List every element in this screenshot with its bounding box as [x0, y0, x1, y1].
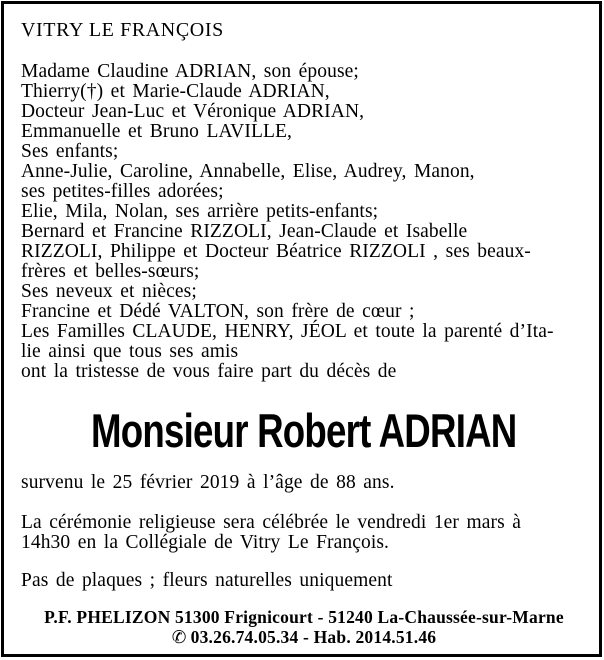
text-line: Thierry(†) et Marie-Claude ADRIAN,: [21, 81, 330, 102]
text-line: Ses enfants;: [21, 141, 119, 162]
flowers-line: Pas de plaques ; fleurs naturelles uniquement: [21, 570, 393, 591]
text-line: RIZZOLI, Philippe et Docteur Béatrice RIZZOLI , ses beaux-: [21, 241, 531, 262]
text-line: ses petites-filles adorées;: [21, 181, 224, 202]
text-line: Francine et Dédé VALTON, son frère de cœur ;: [21, 301, 415, 322]
deceased-name: [21, 404, 587, 457]
text-line: Elie, Mila, Nolan, ses arrière petits-enfants;: [21, 201, 379, 222]
text-line: frères et belles-sœurs;: [21, 261, 200, 282]
deceased-name-text: Monsieur Robert ADRIAN: [91, 404, 517, 457]
text-line: Docteur Jean-Luc et Véronique ADRIAN,: [21, 101, 365, 122]
text-line: Madame Claudine ADRIAN, son épouse;: [21, 61, 359, 82]
text-line: Bernard et Francine RIZZOLI, Jean-Claude et Isabelle: [21, 221, 468, 242]
ceremony-lines: [21, 513, 587, 553]
text-line: 14h30 en la Collégiale de Vitry Le François.: [21, 532, 390, 553]
telephone-icon: ✆: [171, 628, 187, 648]
funeral-home-phone: 03.26.74.05.34 - Hab. 2014.51.46: [190, 627, 437, 647]
text-line: Les Familles CLAUDE, HENRY, JÉOL et toute la parenté d’Ita-: [21, 321, 554, 342]
funeral-home-address: P.F. PHELIZON 51300 Frignicourt - 51240 La-Chaussée-sur-Marne: [44, 607, 564, 627]
text-line: Anne-Julie, Caroline, Annabelle, Elise, Audrey, Manon,: [21, 161, 475, 182]
funeral-home-contact: [21, 627, 587, 648]
text-line: lie ainsi que tous ses amis: [21, 341, 239, 362]
funeral-home-info: [21, 607, 587, 648]
text-line: Ses neveux et nièces;: [21, 281, 197, 302]
text-line: ont la tristesse de vous faire part du décès de: [21, 361, 397, 382]
family-lines: [21, 62, 587, 382]
text-line: La cérémonie religieuse sera célébrée le vendredi 1er mars à: [21, 512, 522, 533]
obituary-notice-frame: [1, 1, 602, 657]
city-header: VITRY LE FRANÇOIS: [21, 19, 224, 41]
death-date-line: survenu le 25 février 2019 à l’âge de 88 ans.: [21, 472, 395, 493]
text-line: Emmanuelle et Bruno LAVILLE,: [21, 121, 292, 142]
